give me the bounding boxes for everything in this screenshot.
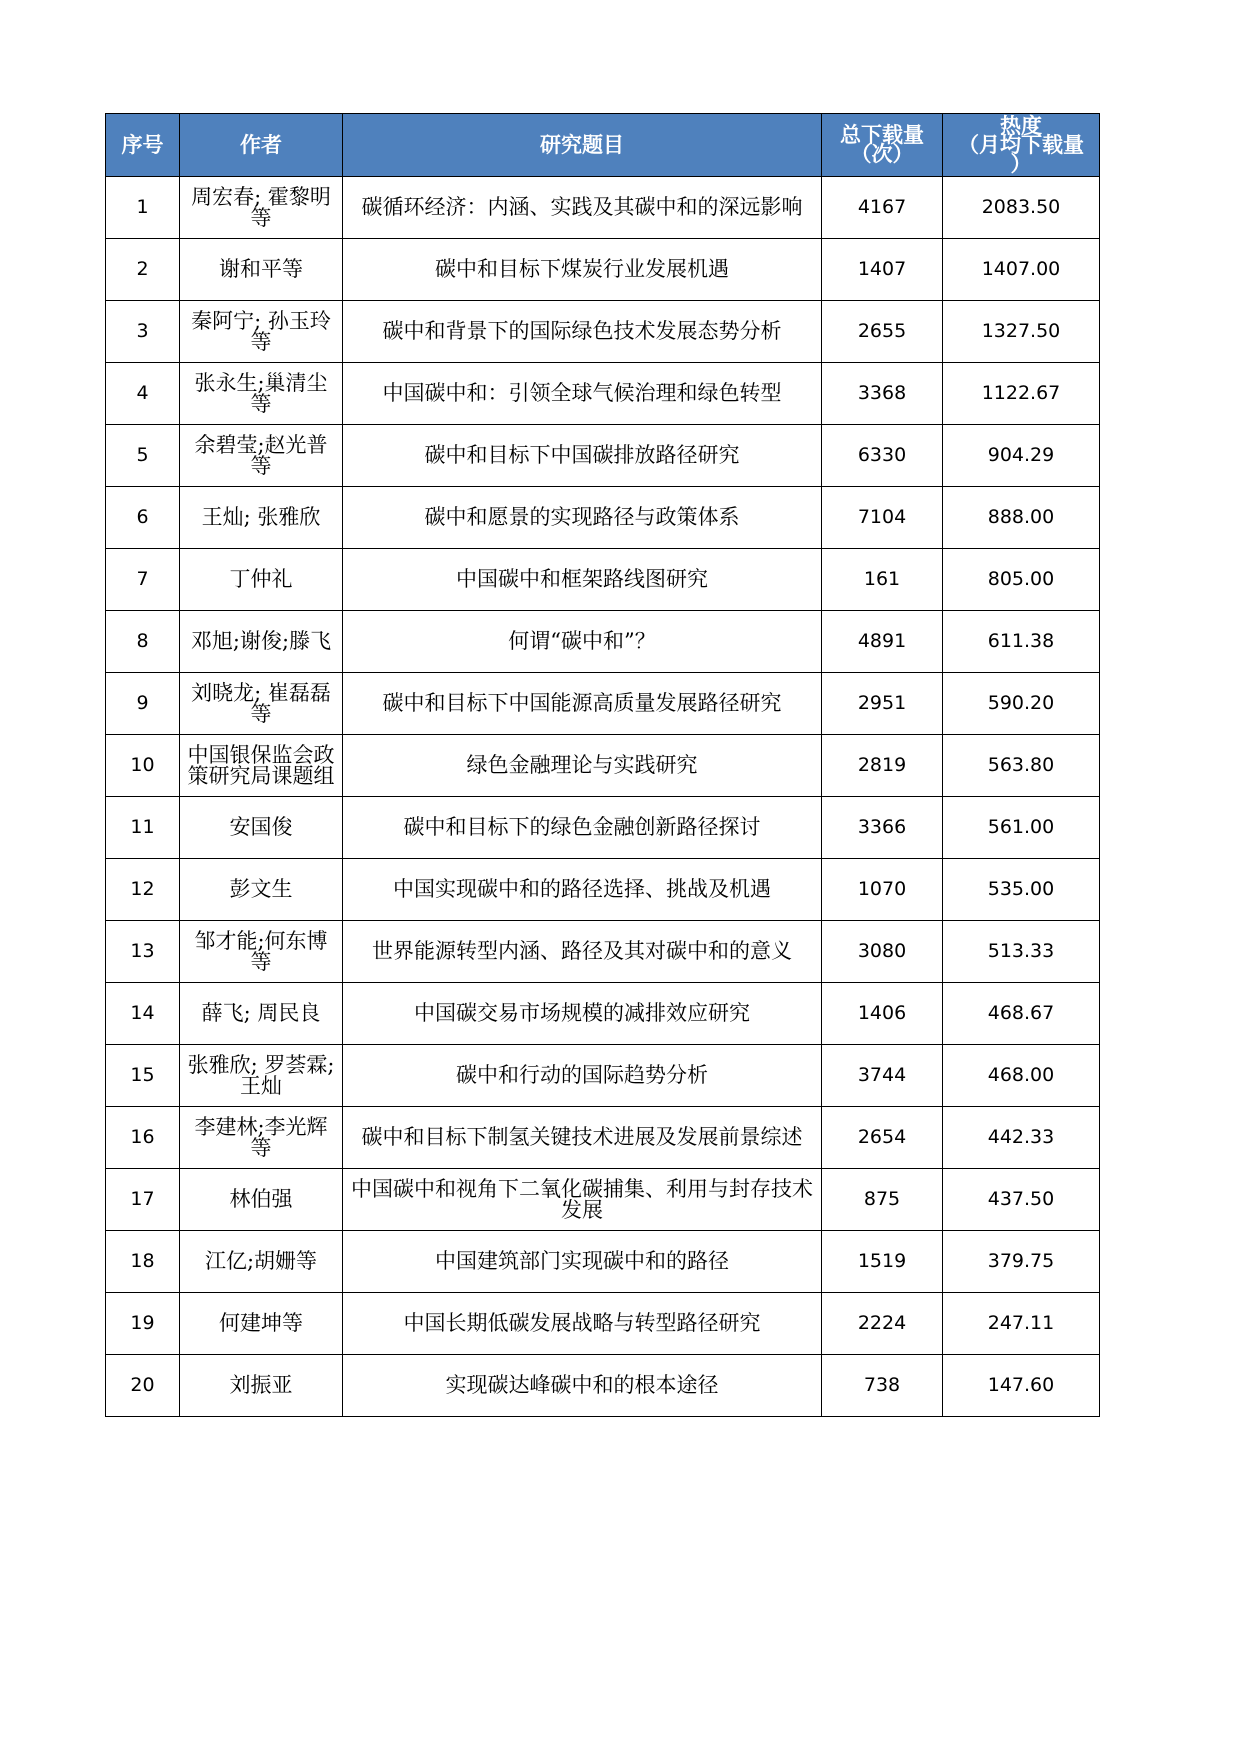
cell-total-downloads: 1406 [822,983,943,1045]
cell-title: 碳中和目标下制氢关键技术进展及发展前景综述 [343,1107,822,1169]
cell-title: 何谓“碳中和”？ [343,611,822,673]
cell-author: 王灿; 张雅欣 [180,487,343,549]
cell-seq: 15 [106,1045,180,1107]
cell-title: 碳中和背景下的国际绿色技术发展态势分析 [343,301,822,363]
header-row [106,114,1100,177]
table-row [106,239,1100,301]
table-row [106,425,1100,487]
table-row [106,487,1100,549]
cell-title: 实现碳达峰碳中和的根本途径 [343,1355,822,1417]
cell-total-downloads: 1070 [822,859,943,921]
table-row [106,1355,1100,1417]
cell-heat: 247.11 [943,1293,1100,1355]
cell-total-downloads: 4167 [822,177,943,239]
cell-heat: 904.29 [943,425,1100,487]
cell-author: 林伯强 [180,1169,343,1231]
cell-author: 余碧莹;赵光普等 [180,425,343,487]
table-row [106,735,1100,797]
table-row [106,611,1100,673]
cell-heat: 805.00 [943,549,1100,611]
table-row [106,177,1100,239]
cell-title: 碳中和目标下的绿色金融创新路径探讨 [343,797,822,859]
cell-total-downloads: 2819 [822,735,943,797]
cell-seq: 12 [106,859,180,921]
cell-heat: 442.33 [943,1107,1100,1169]
cell-total-downloads: 2951 [822,673,943,735]
cell-author: 江亿;胡姗等 [180,1231,343,1293]
header-total-downloads [822,114,943,177]
table-row [106,1293,1100,1355]
table-body [106,177,1100,1417]
cell-title: 中国实现碳中和的路径选择、挑战及机遇 [343,859,822,921]
table-row [106,983,1100,1045]
cell-title: 碳循环经济：内涵、实践及其碳中和的深远影响 [343,177,822,239]
cell-author: 秦阿宁; 孙玉玲等 [180,301,343,363]
cell-heat: 468.00 [943,1045,1100,1107]
cell-total-downloads: 6330 [822,425,943,487]
cell-title: 中国建筑部门实现碳中和的路径 [343,1231,822,1293]
header-author: 作者 [180,114,343,177]
cell-seq: 11 [106,797,180,859]
table-row [106,1045,1100,1107]
table-row [106,1107,1100,1169]
cell-seq: 3 [106,301,180,363]
cell-total-downloads: 2654 [822,1107,943,1169]
cell-seq: 20 [106,1355,180,1417]
cell-heat: 535.00 [943,859,1100,921]
cell-author: 周宏春; 霍黎明等 [180,177,343,239]
cell-heat: 1122.67 [943,363,1100,425]
cell-author: 谢和平等 [180,239,343,301]
cell-total-downloads: 738 [822,1355,943,1417]
table-row [106,363,1100,425]
cell-seq: 8 [106,611,180,673]
cell-author: 李建林;李光辉等 [180,1107,343,1169]
table-row [106,301,1100,363]
cell-total-downloads: 1519 [822,1231,943,1293]
cell-heat: 888.00 [943,487,1100,549]
cell-heat: 563.80 [943,735,1100,797]
cell-author: 丁仲礼 [180,549,343,611]
table-row [106,1169,1100,1231]
cell-heat: 590.20 [943,673,1100,735]
table-row [106,549,1100,611]
table-row [106,1231,1100,1293]
cell-heat: 611.38 [943,611,1100,673]
table-row [106,859,1100,921]
cell-total-downloads: 1407 [822,239,943,301]
papers-table [105,113,1100,1417]
cell-total-downloads: 3080 [822,921,943,983]
cell-author: 薛飞; 周民良 [180,983,343,1045]
cell-heat: 1327.50 [943,301,1100,363]
table-row [106,797,1100,859]
table-row [106,921,1100,983]
cell-author: 邓旭;谢俊;滕飞 [180,611,343,673]
cell-title: 碳中和目标下中国碳排放路径研究 [343,425,822,487]
cell-seq: 9 [106,673,180,735]
cell-total-downloads: 7104 [822,487,943,549]
header-heat-line1: 热度 [1000,113,1042,138]
cell-title: 中国碳中和：引领全球气候治理和绿色转型 [343,363,822,425]
cell-heat: 147.60 [943,1355,1100,1417]
cell-total-downloads: 875 [822,1169,943,1231]
cell-seq: 13 [106,921,180,983]
cell-title: 碳中和目标下中国能源高质量发展路径研究 [343,673,822,735]
cell-seq: 4 [106,363,180,425]
cell-author: 安国俊 [180,797,343,859]
cell-heat: 561.00 [943,797,1100,859]
cell-author: 何建坤等 [180,1293,343,1355]
cell-seq: 19 [106,1293,180,1355]
table-header [106,114,1100,177]
header-heat [943,114,1100,177]
cell-seq: 6 [106,487,180,549]
cell-heat: 1407.00 [943,239,1100,301]
cell-title: 碳中和目标下煤炭行业发展机遇 [343,239,822,301]
cell-seq: 16 [106,1107,180,1169]
cell-seq: 5 [106,425,180,487]
cell-title: 中国碳中和框架路线图研究 [343,549,822,611]
cell-author: 邹才能;何东博等 [180,921,343,983]
cell-title: 中国碳交易市场规模的减排效应研究 [343,983,822,1045]
cell-author: 张永生;巢清尘等 [180,363,343,425]
cell-total-downloads: 2655 [822,301,943,363]
cell-seq: 17 [106,1169,180,1231]
header-seq: 序号 [106,114,180,177]
cell-total-downloads: 4891 [822,611,943,673]
header-heat-line2: （月均下载量 [958,132,1084,157]
cell-author: 中国银保监会政策研究局课题组 [180,735,343,797]
header-title: 研究题目 [343,114,822,177]
cell-title: 世界能源转型内涵、路径及其对碳中和的意义 [343,921,822,983]
cell-seq: 14 [106,983,180,1045]
cell-title: 中国长期低碳发展战略与转型路径研究 [343,1293,822,1355]
cell-heat: 468.67 [943,983,1100,1045]
cell-title: 绿色金融理论与实践研究 [343,735,822,797]
cell-seq: 10 [106,735,180,797]
cell-seq: 7 [106,549,180,611]
cell-heat: 2083.50 [943,177,1100,239]
cell-total-downloads: 3366 [822,797,943,859]
header-total-downloads-line1: 总下载量 [840,123,924,147]
cell-author: 刘振亚 [180,1355,343,1417]
cell-title: 碳中和行动的国际趋势分析 [343,1045,822,1107]
cell-heat: 379.75 [943,1231,1100,1293]
cell-seq: 2 [106,239,180,301]
cell-title: 碳中和愿景的实现路径与政策体系 [343,487,822,549]
table-row [106,673,1100,735]
cell-total-downloads: 3368 [822,363,943,425]
cell-seq: 18 [106,1231,180,1293]
cell-author: 刘晓龙; 崔磊磊等 [180,673,343,735]
header-total-downloads-line2: （次） [850,142,914,166]
cell-total-downloads: 3744 [822,1045,943,1107]
cell-total-downloads: 161 [822,549,943,611]
cell-total-downloads: 2224 [822,1293,943,1355]
cell-title: 中国碳中和视角下二氧化碳捕集、利用与封存技术发展 [343,1169,822,1231]
header-heat-line3: ） [1010,151,1032,176]
cell-author: 彭文生 [180,859,343,921]
cell-author: 张雅欣; 罗荟霖; 王灿 [180,1045,343,1107]
cell-heat: 437.50 [943,1169,1100,1231]
cell-heat: 513.33 [943,921,1100,983]
cell-seq: 1 [106,177,180,239]
